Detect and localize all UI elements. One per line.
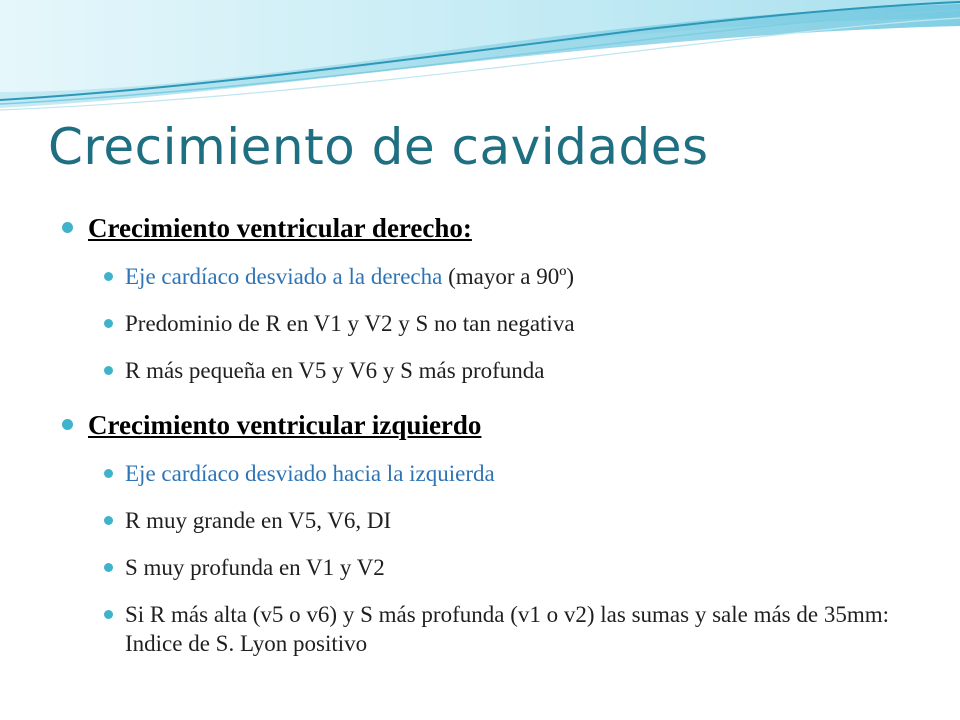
section-heading <box>62 403 922 447</box>
bullet-icon <box>62 222 73 233</box>
list-item <box>102 506 922 535</box>
list-item <box>102 309 922 338</box>
sub-list <box>102 262 922 385</box>
list-item <box>102 356 922 385</box>
list-item <box>102 459 922 488</box>
item-text: R muy grande en V5, V6, DI <box>125 508 392 533</box>
slide-title: Crecimiento de cavidades <box>48 118 709 176</box>
highlight-text: Eje cardíaco desviado hacia la izquierda <box>125 461 495 486</box>
bullet-icon <box>104 469 113 478</box>
section-right-ventricle <box>62 206 922 385</box>
bullet-icon <box>104 563 113 572</box>
bullet-list <box>62 206 922 676</box>
list-item <box>102 262 922 291</box>
list-item <box>102 600 922 658</box>
section-heading <box>62 206 922 250</box>
bullet-icon <box>104 610 113 619</box>
sub-list <box>102 459 922 658</box>
section-left-ventricle <box>62 403 922 658</box>
item-text: Predominio de R en V1 y V2 y S no tan negativa <box>125 311 575 336</box>
list-item <box>102 553 922 582</box>
bullet-icon <box>104 366 113 375</box>
highlight-text: Eje cardíaco desviado a la derecha <box>125 264 443 289</box>
bullet-icon <box>104 319 113 328</box>
section-heading-text: Crecimiento ventricular izquierdo <box>88 410 482 440</box>
item-text: (mayor a 90º) <box>442 264 575 289</box>
section-heading-text: Crecimiento ventricular derecho: <box>88 213 472 243</box>
item-text: S muy profunda en V1 y V2 <box>125 555 385 580</box>
bullet-icon <box>104 272 113 281</box>
item-text: Si R más alta (v5 o v6) y S más profunda (v1 o v2) las sumas y sale más de 35mm: Indice de S. Lyon positivo <box>125 602 890 656</box>
item-text: R más pequeña en V5 y V6 y S más profunda <box>125 358 545 383</box>
bullet-icon <box>62 419 73 430</box>
wave-header-decoration <box>0 0 960 120</box>
bullet-icon <box>104 516 113 525</box>
